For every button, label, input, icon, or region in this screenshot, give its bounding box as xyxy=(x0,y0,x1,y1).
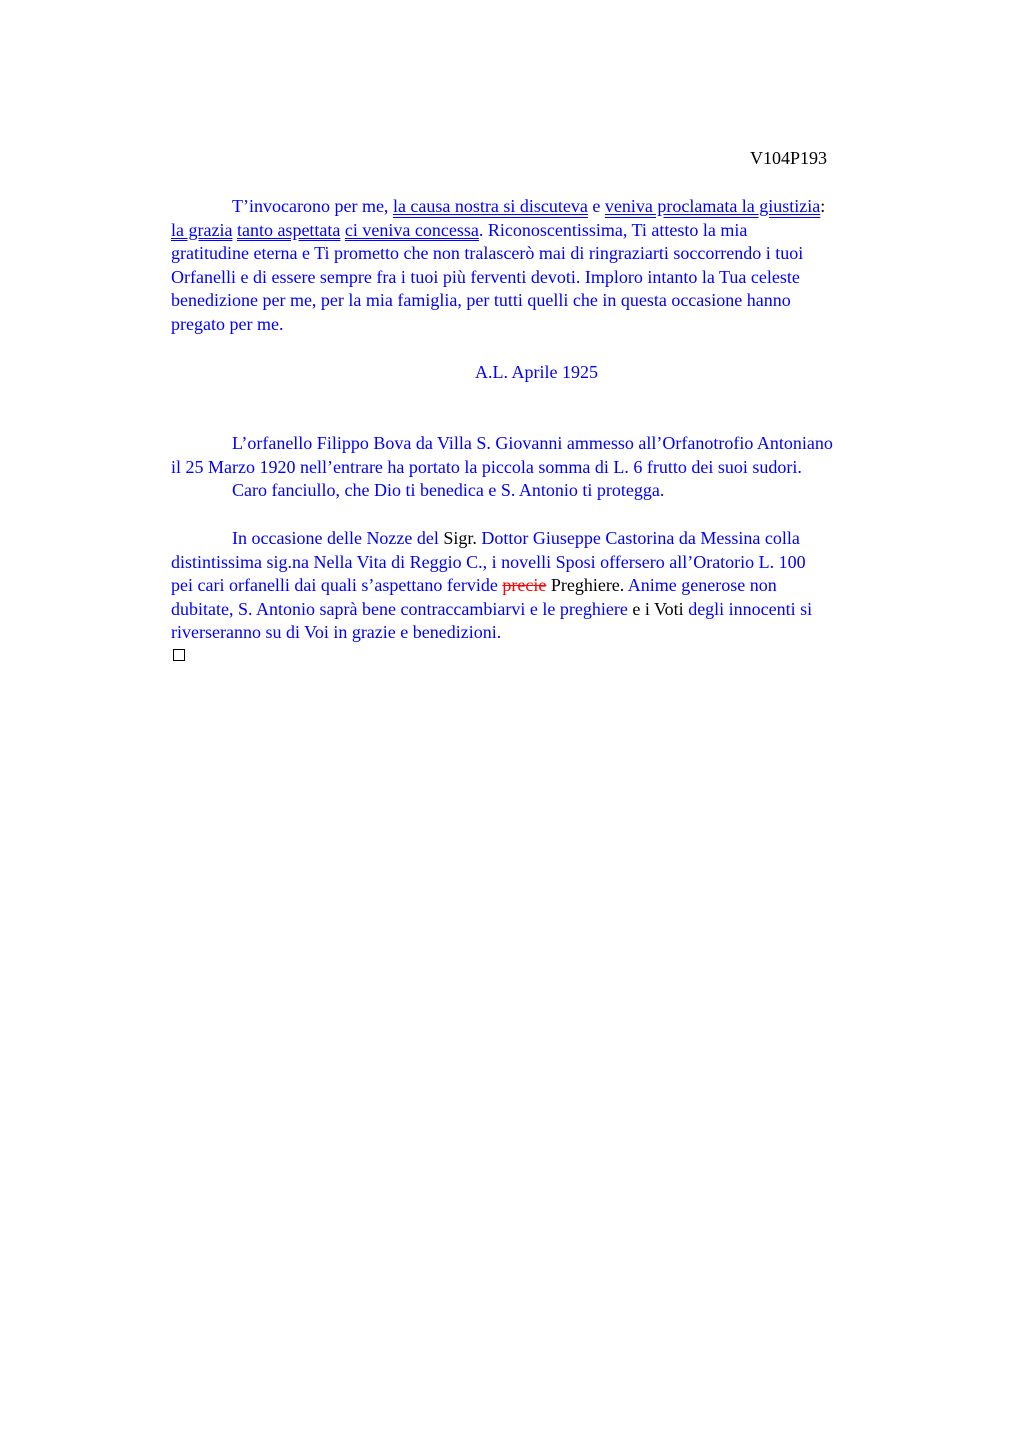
text-run: Anime generose non xyxy=(624,575,777,596)
page-code: V104P193 xyxy=(750,148,828,168)
text-run: : xyxy=(820,196,826,216)
double-underlined-text: la grazia xyxy=(171,219,233,240)
text-run: Preghiere. xyxy=(546,575,625,596)
double-underlined-text: tanto aspettata xyxy=(236,219,341,240)
text-line: Orfanelli e di essere sempre fra i tuoi più ferventi devoti. Imploro intanto la Tua celeste xyxy=(171,266,800,287)
paragraph-orphan xyxy=(171,432,927,503)
text-line: il 25 Marzo 1920 nell’entrare ha portato la piccola somma di L. 6 frutto dei suoi sudori. xyxy=(171,456,802,477)
text-run: pei cari orfanelli dai quali s’aspettano fervide xyxy=(171,575,503,596)
text-line: distintissima sig.na Nella Vita di Reggio C., i novelli Sposi offersero all’Oratorio L. 100 xyxy=(171,551,806,572)
end-marker-square xyxy=(173,649,185,661)
double-underlined-text: la causa nostra si discuteva xyxy=(392,196,588,216)
text-line: L’orfanello Filippo Bova da Villa S. Giovanni ammesso all’Orfanotrofio Antoniano xyxy=(232,433,833,453)
text-line: riverseranno su di Voi in grazie e benedizioni. xyxy=(171,622,502,643)
double-underlined-text: veniva proclamata la giustizia xyxy=(604,196,821,216)
text-line xyxy=(171,219,927,243)
paragraph-wedding xyxy=(171,527,927,645)
text-line: Caro fanciullo, che Dio ti benedica e S. Antonio ti protegga. xyxy=(232,480,665,501)
text-run: e xyxy=(587,196,605,216)
text-run: degli innocenti si xyxy=(683,598,813,619)
text-run: . Riconoscentissima, Ti attesto la mia xyxy=(478,219,748,240)
text-line xyxy=(171,598,927,622)
text-run: In occasione delle Nozze del xyxy=(232,528,444,548)
signature-date: A.L. Aprile 1925 xyxy=(475,362,598,382)
text-line xyxy=(171,574,927,598)
text-line: gratitudine eterna e Ti prometto che non tralascerò mai di ringraziarti soccorrendo i tuoi xyxy=(171,243,804,264)
text-run: dubitate, S. Antonio saprà bene contraccambiarvi e le preghiere xyxy=(171,598,628,619)
text-run: Sigr. xyxy=(443,528,477,548)
text-run: Dottor Giuseppe Castorina da Messina colla xyxy=(476,528,800,548)
text-line: benedizione per me, per la mia famiglia, per tutti quelli che in questa occasione hanno xyxy=(171,290,791,311)
deleted-text: precie xyxy=(502,575,547,596)
text-line xyxy=(171,195,927,219)
text-line: pregato per me. xyxy=(171,313,284,334)
text-line xyxy=(171,527,927,551)
double-underlined-text: ci veniva concessa xyxy=(344,219,479,240)
text-run: e i Voti xyxy=(627,598,684,619)
text-run: T’invocarono per me, xyxy=(232,196,393,216)
paragraph-invocation xyxy=(171,195,927,337)
